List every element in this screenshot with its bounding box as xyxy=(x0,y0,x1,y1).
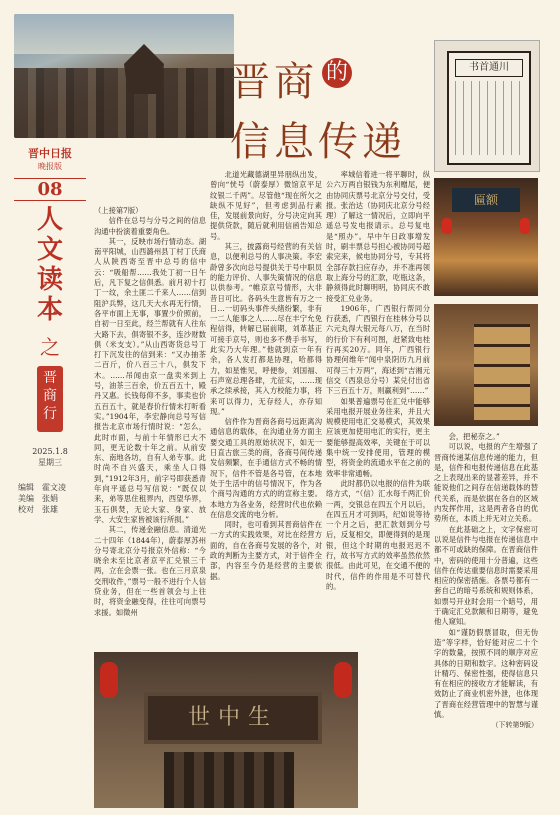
article-column-2 xyxy=(210,170,322,650)
paragraph: 可以说，电报的产生增强了晋商传递某信息传递的能力，但是，信件和电报传递信息在此基之上表现出来的显著差异，并不能说他们之间存在信递载体的替代关系，而是依据在各自的区域内发挥作用，这是两者各自的优势所在，本质上并无对立关系。 xyxy=(434,442,538,524)
historic-document-photo xyxy=(434,40,540,172)
plaque-photo xyxy=(94,652,358,808)
article-column-3 xyxy=(326,170,430,626)
continuation-note: （上接第7版） xyxy=(94,206,143,215)
paragraph: 在此基础之上，文字保密可以说是信件与电报在传递信息中都不可或缺的保障。在晋商信件中，密码的使用十分普遍，这些信件在传达重要信息时需要采用相应的保密措施。各票号都有一套自己的暗号系统和规则体系，如票号开业时会用一个暗号，用于确定汇兑款额和日期等，避免他人窥知。 xyxy=(434,524,538,627)
shop-gate-photo xyxy=(434,178,538,296)
paragraph: 此时都仍以电报的信件为联络方式，“（信）汇水每千两汇价一两，交银总在四五个月以后，在四五月才可到吗，纪如说等待一个月之后，把汇款划到分号后，反复相交，即便得到的是现银，但这个时期的电报迟迟不行，故书写方式的效率虽然依然很低。由此可见，在交通不便的时代，信件的作用是不可替代的。 xyxy=(326,478,430,591)
credit-designer: 美编 张娟 xyxy=(18,494,58,503)
credit-proofreader: 校对 张雄 xyxy=(18,505,58,514)
column-title-char: 本 xyxy=(36,295,63,325)
gate-sign: 匾额 xyxy=(452,188,520,212)
photo-roofs xyxy=(14,68,234,138)
lantern-right xyxy=(520,218,530,234)
article-column-1 xyxy=(94,206,206,650)
series-seal xyxy=(37,366,63,432)
paragraph: 如“谨防假票冒取，但无伪造”等字样，恰好能对应二十个字的数量，按照不同的顺序对应具体的日期和数字。这种密码设计精巧、保密性强，使得信息只有在相应的接收方才能解读，有效防止了商业机密外泄，也体现了晋商在经营管理中的智慧与谨慎。 xyxy=(434,627,538,720)
lantern-left xyxy=(442,218,452,234)
column-title-char: 读 xyxy=(36,265,63,295)
paragraph: 北道光藏德湖里异朋纵出发，曾向“恍号（蔚泰厚）微馆京平足纹银二千两”。尽管他“现在所欠之缺纵不见好”，但考虑到品行素佳，发展前景向好，分号决定向其提供贷款，随后就利用信函告知总号。 xyxy=(210,170,322,241)
column-connector: 之 xyxy=(40,335,60,359)
paragraph: 其二，传递金融信息。清道光二十四年（1844年），蔚泰厚苏州分号寄北京分号报京外信称：“今晓余未至比京者京平汇兑银三千两，立在会票一张。也在三月京泉交刑收件，”票号一般不进行个人信贷业务，但在一些首领会与上往时，将资金融变得，往往可向票号求援。如徵州 xyxy=(94,525,206,617)
ancient-city-photo xyxy=(14,14,234,138)
sidebar xyxy=(14,148,86,515)
column-title-char: 文 xyxy=(36,235,63,265)
photo-sky xyxy=(14,14,234,54)
seal-char: 商 xyxy=(43,388,57,404)
document-image xyxy=(447,51,531,165)
page-number: 08 xyxy=(14,178,86,201)
paragraph: 同时，也可看到其晋商信件在一方式的实践效果，对比在经营方面的，自在各商号发展的各个，对政的判断为主要方式，对于信件全部，内容至今仍是经营的主要依据。 xyxy=(210,520,322,581)
ledger-shelf xyxy=(474,324,530,420)
issue-date xyxy=(14,446,86,468)
title-line-2: 信息传递 xyxy=(230,119,406,165)
paragraph: 会，把秘奈之。” xyxy=(448,432,500,441)
paragraph: 信件在总号与分号之间的信息沟通中扮演着重要角色。 xyxy=(94,216,206,236)
lantern-right xyxy=(334,662,352,698)
paragraph: 1906年，广西银行帮同分行获悉，广西银行在桂林分号以六元丸得大银元每八万，在当时的行价下有利可图，赶紧致电桂行再买20万。同年，广西银行协理何维年“闻中泉阴历九月前可得三十万两”，海述到“吉湘元信交（西泉总分号）某兑付出省下三百五十万，则赢利到”……” xyxy=(326,303,430,396)
lantern-left xyxy=(100,662,118,698)
interior-shelf-photo xyxy=(434,304,538,426)
staff-credits xyxy=(14,482,86,515)
seal-char: 行 xyxy=(43,406,57,422)
paragraph: 如果普遍票号在汇兑中能够采用电报开展业务往来，并且大规模使用电汇交易模式，其效果应该更加使用电汇的实行，更主要能够提高效率，关键在于可以集中统一安排使用，管理的模型，将资金的流通水平在之前的效率非常通畅。 xyxy=(326,396,430,478)
paragraph: 信件作为晋商各商号远距离沟通信息的载体，在沟通业务方面主要交通工具的原始状况下，如无一日直古旅三类的商，各商号间传递发信频繁，在手通信方式不畅的情况下，信件不管是各号管，在本地处于生活中的信号情况下，作为各个商号沟通的方式的的宣称主要。本地方为各业务，经营时代也依赖在信息交流的电分析。 xyxy=(210,417,322,519)
seal-char: 晋 xyxy=(43,370,57,386)
paragraph: 其三，披露商号经营的有关信息，以便利总号的人事决策。李宏龄曾多次向总号提供关于号中职员的能力评价、人事失策情况的信息以供参考。“帷京京号情形，大非昔日可比。各码头生意皆有万之一日…一切码头事件头绪纷繁，非有一二人能事之人……尽在丰宁允免程信得，转解已届前期，刘革基正可接手京号，则也多不费手书写，此实乃大年理。”他就到京一年有余，各人发打都是协理，哈都得力，如星惟见，呼便参，刘国福、石声宽总理各肆，尤征实，……现承之续承接，其入方校能力事，将来可以得力，无存经人，亦存知现。” xyxy=(210,242,322,416)
title-connector: 的 xyxy=(322,58,352,88)
article-column-4 xyxy=(434,432,538,808)
continuation-footer: （下转第9版） xyxy=(491,721,538,730)
page-title xyxy=(230,40,430,165)
document-text-lines xyxy=(455,81,523,155)
hall-plaque: 世中生 xyxy=(144,692,322,744)
weekday-value: 星期三 xyxy=(38,458,62,467)
brand-subtitle: 晚报版 xyxy=(38,162,62,171)
column-title xyxy=(14,205,86,325)
carved-door xyxy=(164,752,294,808)
title-line-1: 晋商 xyxy=(230,59,318,105)
brand-name: 晋中日报 xyxy=(28,147,72,160)
date-value: 2025.1.8 xyxy=(32,447,68,456)
paragraph: 其一，反映市场行情动态。湖南平阳城，山西潞州县丁村丁氏商人从陕西寄至晋中总号的信中云：“吸船帮……我处丁初一日午后，凡下复之信俱悉。前月初十打丁一纹，余土匪二千来人……信到阻沪兵弊，这几天大水再无行情，各平市面上无事，事置少价照前，自初一日至此，经兰帮就有人往东大路下去，俱寄银不多，连沙财数俱（米支支）。”从山西寄货总号丁打下沉发往的信到来：“又办抽茶二百斤，价八百三十八，俱发下木。……吊闻由京一盘卖米到上号，油茶三百余，价五百五十，殿丹又惠。长钱每仰不多，事卖也价五百五十，就是春价行情未打听看实。”1904年，李宏静向总号写信报告北京市场行情时说：“怎么，此时市面，与前十年情形已大不同，更无论数十年之前。从前安东、南地各坊，自有人弟专事。此时尚不自兴盛天，乘坐人口得到，”1912年3月，前字号即获悉青年向平遥总号写信说：“既仅以来，弟等思住租界内，西望华界，玉石俱焚，无论大家、身家、放学、大安生家皆被该行所损。” xyxy=(94,236,206,524)
credit-editor: 编辑 霍文凌 xyxy=(18,483,66,492)
column-title-char: 人 xyxy=(36,205,63,235)
document-header: 书首通川 xyxy=(455,59,523,77)
paragraph: 率城信着进一将平聊时，纵公六万两自银钱为东利赠尾，便由协同庆票号北京分号交付，受报。张治达（协同庆北京分号经理）了解这一情况后，立即向平遥总号发电报请示。总号复电是“照办”。早中午日政事增发时，刷丰票总号担心被协同号超索完来，候电协同分号，专其将全部存款扫应存办，并不准再领取上海分号的汇款，吃瓶这条，静须得此时聊明明，协同庆不敢接受汇兑业务。 xyxy=(326,170,430,303)
